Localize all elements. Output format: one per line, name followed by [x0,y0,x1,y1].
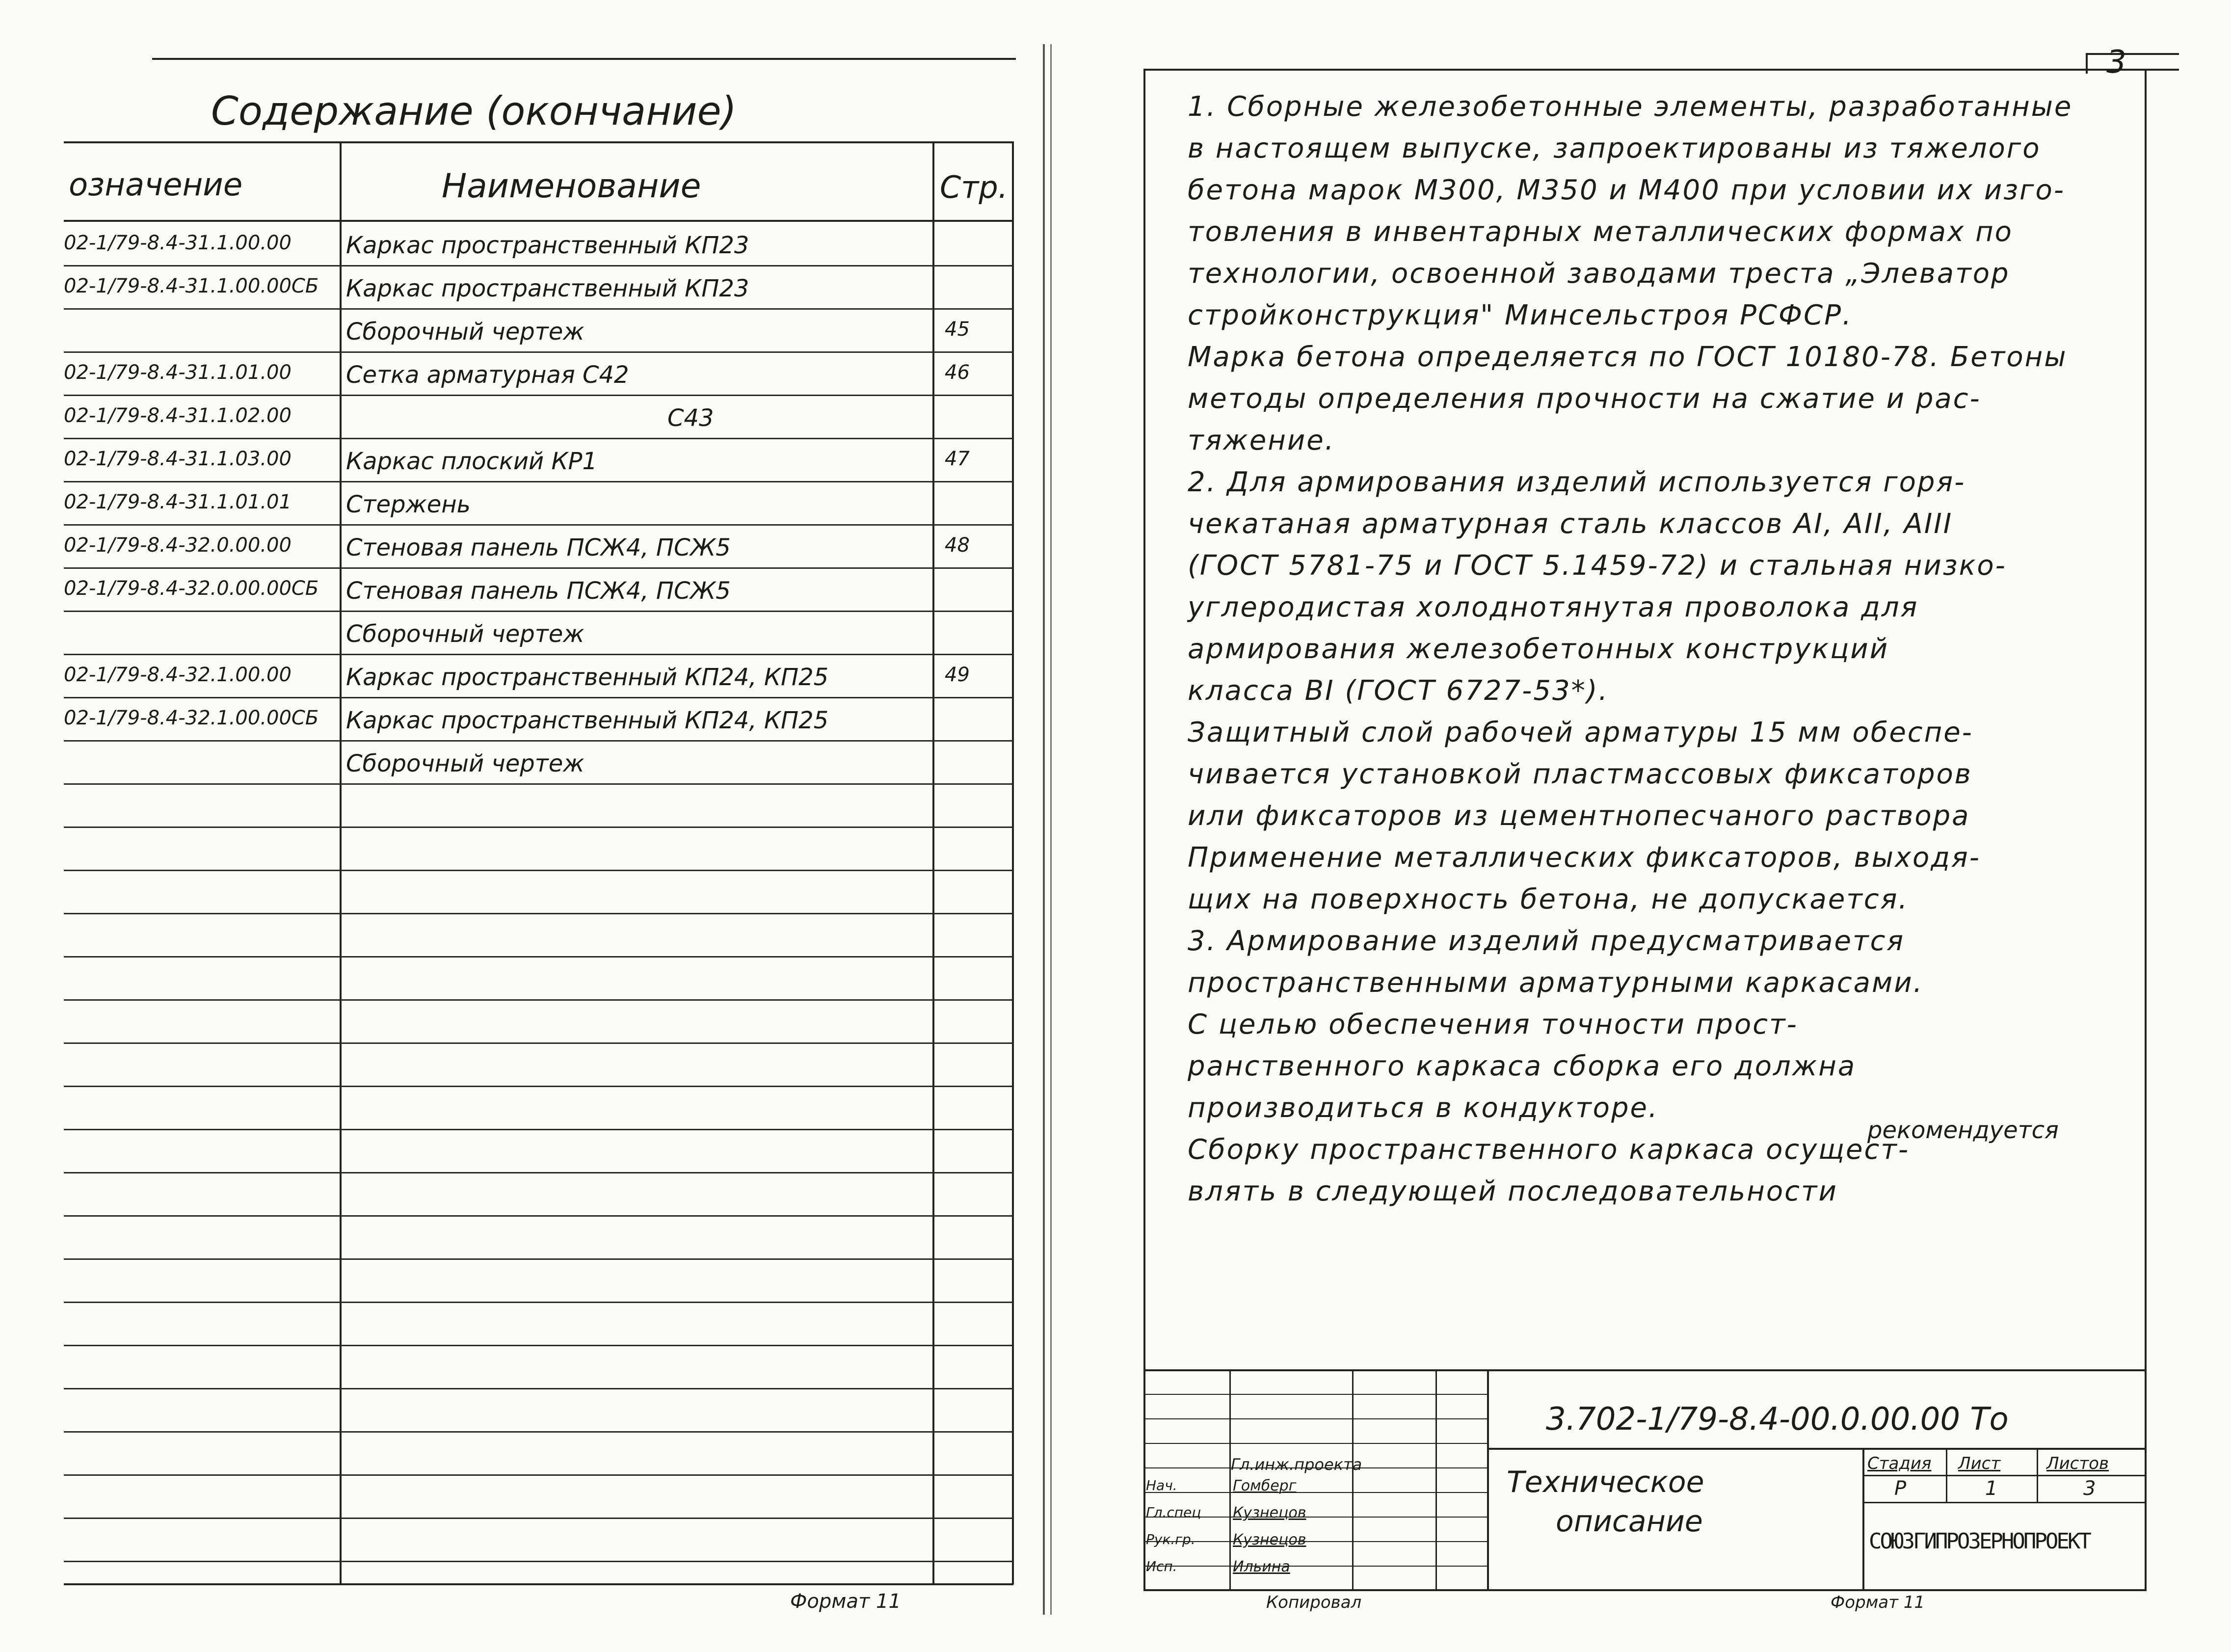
row-page: 45 [945,318,970,341]
text-line: щих на поверхность бетона, не допускается. [1188,883,1909,915]
table-row-line [64,567,1013,569]
row-name: Каркас плоский КР1 [346,448,598,475]
frame-top [1143,69,2179,71]
sheets-value: 3 [2083,1477,2096,1500]
text-line: тяжение. [1188,425,1335,456]
signature-name: Кузнецов [1233,1531,1306,1548]
text-line: методы определения прочности на сжатие и рас- [1188,383,1981,415]
document-code: 3.702-1/79-8.4-00.0.00.00 То [1546,1401,2009,1438]
title-block-top [1143,1369,2147,1371]
page-fold-left [1043,44,1045,1615]
signature-role: Гл.спец [1146,1504,1201,1520]
row-name: Стеновая панель ПСЖ4, ПСЖ5 [346,577,731,605]
role-header: Гл.инж.проекта [1231,1455,1362,1474]
signature-role: Рук.гр. [1146,1531,1195,1547]
row-name: Каркас пространственный КП23 [346,232,749,259]
document-title-line1: Техническое [1507,1465,1704,1499]
sheets-label: Листов [2046,1454,2109,1473]
table-row-line [64,1431,1013,1433]
text-line: в настоящем выпуске, запроектированы из тяжелого [1188,133,2041,164]
column-divider-1 [340,141,342,1584]
signature-role: Нач. [1146,1477,1177,1493]
sig-col-1 [1229,1369,1231,1590]
stage-block-left [1862,1448,1864,1590]
text-line: технологии, освоенной заводами треста „Элеватор [1188,258,2010,290]
signature-grid-line [1143,1566,1487,1567]
text-line: влять в следующей последовательности [1188,1175,1838,1207]
stage-header-line [1862,1475,2147,1476]
table-header-bottom-border [64,220,1013,222]
sheet-box-left [2086,54,2088,74]
table-row-line [64,611,1013,612]
row-designation: 02-1/79-8.4-31.1.01.01 [64,491,292,513]
signature-grid-line [1143,1394,1487,1395]
table-row-line [64,1302,1013,1303]
table-row-line [64,999,1013,1001]
code-row-bottom [1487,1448,2147,1450]
table-row-line [64,870,1013,871]
text-line: Применение металлических фиксаторов, выходя- [1188,842,1981,874]
header-designation: означение [69,167,243,203]
sheet-number: 3 [2106,44,2126,80]
row-page: 49 [945,664,970,686]
row-designation: 02-1/79-8.4-31.1.02.00 [64,404,292,427]
table-row-line [64,783,1013,785]
text-line: ранственного каркаса сборка его должна [1188,1050,1857,1082]
sig-col-3 [1435,1369,1437,1590]
row-name: Сборочный чертеж [346,620,584,648]
text-line: бетона марок М300, М350 и М400 при условии их изго- [1188,174,2065,206]
table-row-line [64,654,1013,655]
text-line: товления в инвентарных металлических формах по [1188,216,2013,248]
table-row-line [64,524,1013,526]
column-divider-2 [932,141,934,1584]
table-top-border [64,141,1013,143]
frame-bottom [1143,1589,2147,1591]
insertion-note: рекомендуется [1867,1117,2059,1144]
row-designation: 02-1/79-8.4-31.1.00.00 [64,232,292,254]
table-right-border [1012,141,1014,1584]
text-line: класса ВI (ГОСТ 6727-53*). [1188,675,1609,707]
table-row-line [64,1215,1013,1217]
table-row-line [64,1388,1013,1389]
text-line: или фиксаторов из цементнопесчаного раствора [1188,800,1970,832]
text-line: Защитный слой рабочей арматуры 15 мм обеспе- [1188,717,1973,748]
text-line: армирования железобетонных конструкций [1188,633,1889,665]
table-row-line [64,351,1013,353]
signature-name: Ильина [1233,1558,1290,1575]
row-name: Стержень [346,491,471,518]
table-row-line [64,481,1013,482]
table-bottom-border [64,1583,1013,1585]
sheet-box-top [2086,53,2179,55]
signature-name: Кузнецов [1233,1504,1306,1521]
row-page: 46 [945,361,970,384]
row-name: С43 [667,404,714,432]
signature-name: Гомберг [1233,1477,1297,1494]
text-line: 1. Сборные железобетонные элементы, разработанные [1188,91,2073,123]
text-line: чивается установкой пластмассовых фиксаторов [1188,758,1972,790]
table-row-line [64,1042,1013,1044]
table-row-line [64,1258,1013,1260]
row-page: 47 [945,448,970,470]
header-page: Стр. [940,169,1008,205]
stage-col-1 [1946,1448,1947,1502]
contents-title: Содержание (окончание) [211,88,737,134]
sig-col-2 [1352,1369,1354,1590]
signature-grid-line [1143,1418,1487,1419]
text-line: производиться в кондукторе. [1188,1092,1659,1124]
row-name: Стеновая панель ПСЖ4, ПСЖ5 [346,534,731,561]
right-footer-format: Формат 11 [1831,1593,1925,1612]
table-row-line [64,1518,1013,1519]
table-row-line [64,826,1013,828]
row-designation: 02-1/79-8.4-31.1.01.00 [64,361,292,384]
left-top-rule [152,58,1016,60]
stage-col-2 [2037,1448,2038,1502]
left-footer-format: Формат 11 [790,1590,901,1613]
table-row-line [64,308,1013,310]
table-row-line [64,265,1013,266]
text-line: пространственными арматурными каркасами. [1188,967,1924,999]
row-designation: 02-1/79-8.4-32.1.00.00СБ [64,707,319,729]
sheet-value: 1 [1985,1477,1998,1500]
table-row-line [64,1474,1013,1476]
row-designation: 02-1/79-8.4-31.1.03.00 [64,448,292,470]
copied-by-label: Копировал [1266,1593,1362,1612]
text-line: (ГОСТ 5781-75 и ГОСТ 5.1459-72) и стальная низко- [1188,550,2007,582]
table-row-line [64,740,1013,742]
table-row-line [64,956,1013,958]
row-name: Сетка арматурная С42 [346,361,629,389]
row-designation: 02-1/79-8.4-32.0.00.00 [64,534,292,557]
text-line: углеродистая холоднотянутая проволока для [1188,591,1919,623]
stage-value: Р [1894,1477,1907,1500]
table-row-line [64,1129,1013,1130]
stage-label: Стадия [1867,1454,1932,1473]
sheet-label: Лист [1958,1454,2001,1473]
title-block-divider [1487,1369,1489,1590]
header-name: Наименование [442,167,701,206]
signature-grid-line [1143,1443,1487,1444]
frame-right [2145,69,2147,1590]
row-designation: 02-1/79-8.4-32.0.00.00СБ [64,577,319,600]
table-row-line [64,1345,1013,1346]
text-line: 2. Для армирования изделий используется горя- [1188,466,1966,498]
frame-left [1143,69,1145,1590]
text-line: 3. Армирование изделий предусматривается [1188,925,1905,957]
table-row-line [64,1086,1013,1087]
table-row-line [64,913,1013,914]
page-fold-right [1050,44,1052,1615]
text-line: чекатаная арматурная сталь классов АI, АII, АIII [1188,508,1953,540]
row-name: Каркас пространственный КП23 [346,275,749,302]
row-page: 48 [945,534,970,557]
stage-values-line [1862,1502,2147,1503]
text-line: С целью обеспечения точности прост- [1188,1009,1798,1040]
row-name: Сборочный чертеж [346,750,584,777]
document-title-line2: описание [1556,1504,1703,1539]
text-line: стройконструкция" Минсельстроя РСФСР. [1188,299,1853,331]
row-name: Сборочный чертеж [346,318,584,346]
row-name: Каркас пространственный КП24, КП25 [346,707,829,734]
signature-grid-line [1143,1492,1487,1493]
table-row-line [64,395,1013,396]
row-designation: 02-1/79-8.4-31.1.00.00СБ [64,275,319,297]
organization-name: СОЮЗГИПРОЗЕРНОПРОЕКТ [1869,1529,2090,1554]
signature-role: Исп. [1146,1558,1177,1574]
text-line: Марка бетона определяется по ГОСТ 10180-78. Бетоны [1188,341,2068,373]
row-name: Каркас пространственный КП24, КП25 [346,664,829,691]
row-designation: 02-1/79-8.4-32.1.00.00 [64,664,292,686]
table-row-line [64,1172,1013,1173]
text-line: Сборку пространственного каркаса осущест- [1188,1134,1910,1166]
table-row-line [64,697,1013,698]
table-row-line [64,438,1013,439]
table-row-line [64,1561,1013,1562]
